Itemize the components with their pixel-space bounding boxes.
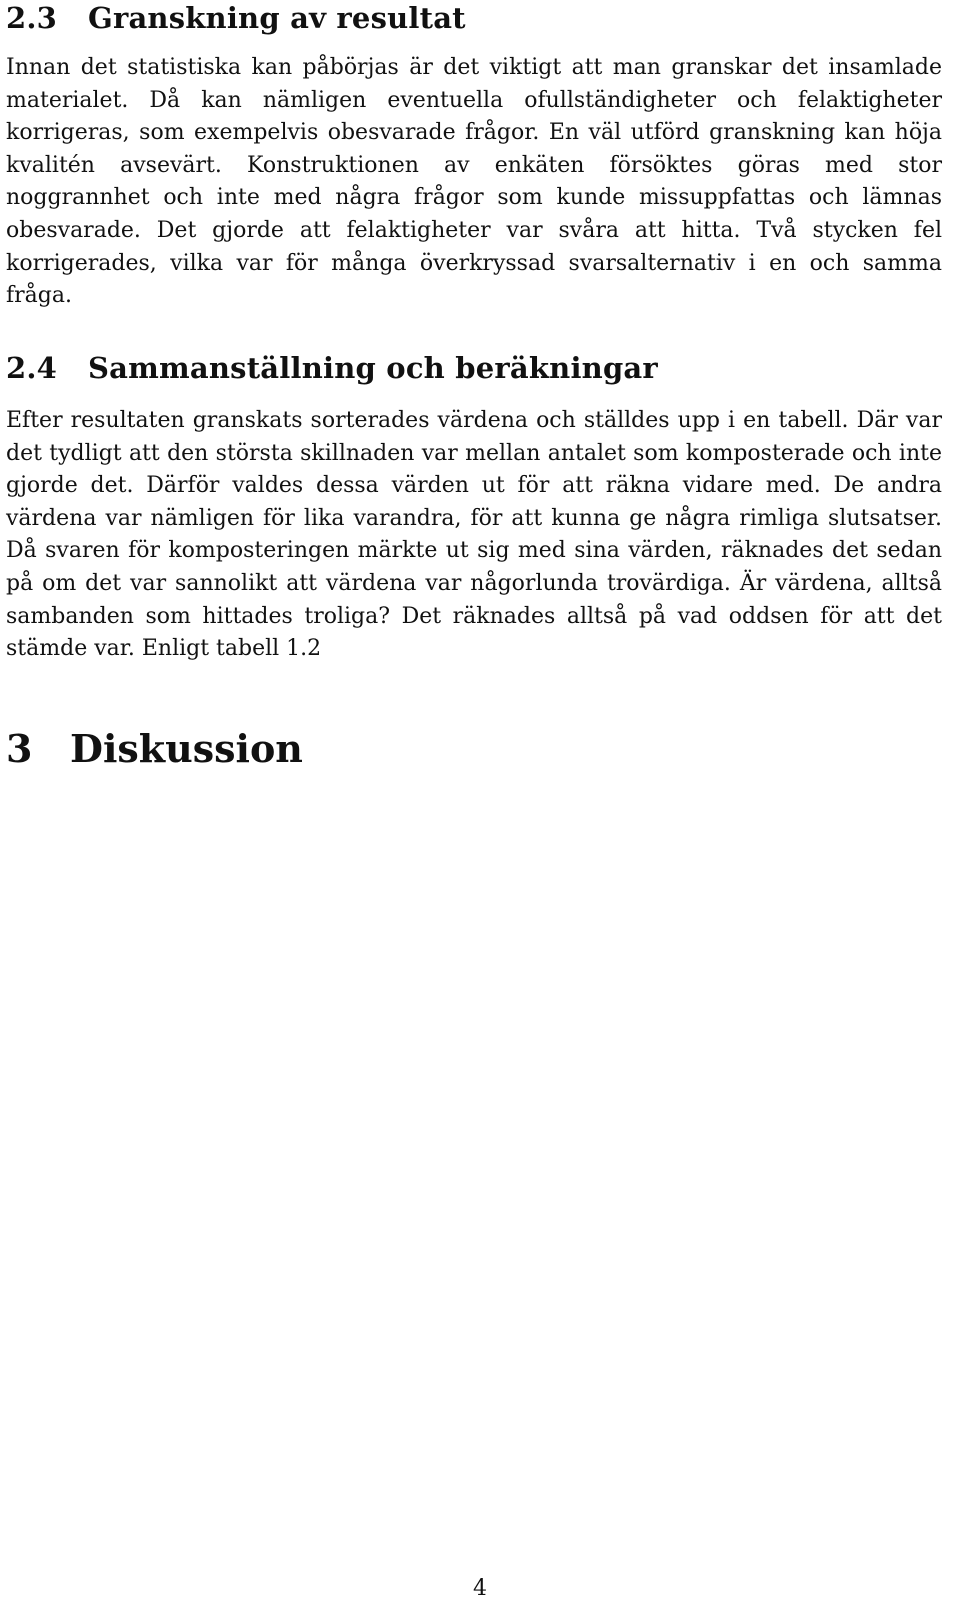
section-title: Granskning av resultat (88, 1, 466, 35)
section-2-3 (6, 0, 942, 313)
section-heading (6, 0, 942, 36)
chapter-title: Diskussion (70, 726, 303, 771)
chapter-heading (6, 726, 942, 772)
section-title: Sammanställning och beräkningar (88, 351, 658, 385)
page-number: 4 (473, 1576, 487, 1601)
section-number: 2.3 (6, 1, 58, 35)
section-heading (6, 350, 942, 386)
section-paragraph: Innan det statistiska kan påbörjas är det viktigt att man granskar det insamlade materialet. Då kan nämligen eventuella ofullständigheter och felaktigheter korrigeras, som exempelvis obesvarade frågor. En väl utförd granskning kan höja kvalitén avsevärt. Konstruktionen av enkäten försöktes göras med stor noggrannhet och inte med några frågor som kunde missuppfattas och lämnas obesvarade. Det gjorde att felaktigheter var svåra att hitta. Två stycken fel korrigerades, vilka var för många överkryssad svarsalternativ i en och samma fråga. (6, 55, 942, 309)
section-2-4 (6, 350, 942, 666)
chapter-3 (6, 726, 942, 772)
section-paragraph: Efter resultaten granskats sorterades värdena och ställdes upp i en tabell. Där var det tydligt att den största skillnaden var mellan antalet som komposterade och inte gjorde det. Därför valdes dessa värden ut för att räkna vidare med. De andra värdena var nämligen för lika varandra, för att kunna ge några rimliga slutsatser. Då svaren för komposteringen märkte ut sig med sina värden, räknades det sedan på om det var sannolikt att värdena var någorlunda trovärdiga. Är värdena, alltså sambanden som hittades troliga? Det räknades alltså på vad oddsen för att det stämde var. Enligt tabell 1.2 (6, 408, 942, 662)
section-number: 2.4 (6, 351, 58, 385)
chapter-number: 3 (6, 726, 33, 771)
